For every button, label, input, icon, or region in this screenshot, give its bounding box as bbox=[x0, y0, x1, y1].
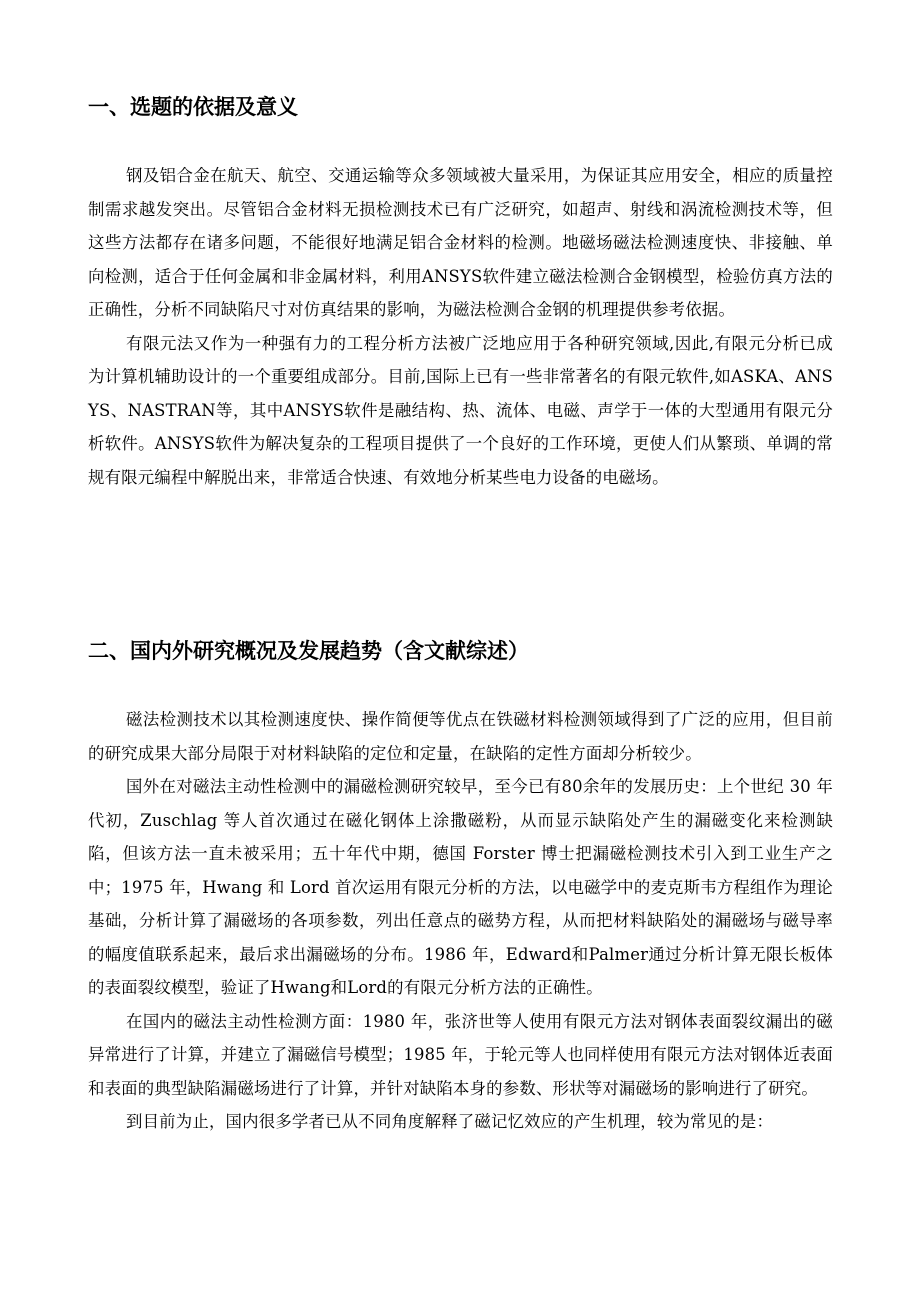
section-2-paragraph-1: 磁法检测技术以其检测速度快、操作简便等优点在铁磁材料检测领域得到了广泛的应用，但目前的研究成果大部分局限于对材料缺陷的定位和定量，在缺陷的定性方面却分析较少。 bbox=[88, 710, 833, 763]
section-1-body bbox=[88, 159, 833, 494]
section-2-paragraph-4: 到目前为止，国内很多学者已从不同角度解释了磁记忆效应的产生机理，较为常见的是： bbox=[126, 1112, 774, 1131]
section-1-paragraph-1: 钢及铝合金在航天、航空、交通运输等众多领域被大量采用，为保证其应用安全，相应的质量控制需求越发突出。尽管铝合金材料无损检测技术已有广泛研究，如超声、射线和涡流检测技术等，但这些方法都存在诸多问题，不能很好地满足铝合金材料的检测。地磁场磁法检测速度快、非接触、单向检测，适合于任何金属和非金属材料，利用ANSYS软件建立磁法检测合金钢模型，检验仿真方法的正确性，分析不同缺陷尺寸对仿真结果的影响，为磁法检测合金钢的机理提供参考依据。 bbox=[88, 166, 833, 319]
section-2-heading: 二、国内外研究概况及发展趋势（含文献综述） bbox=[88, 639, 529, 663]
section-1-paragraph-2: 有限元法又作为一种强有力的工程分析方法被广泛地应用于各种研究领域,因此,有限元分析已成为计算机辅助设计的一个重要组成部分。目前,国际上已有一些非常著名的有限元软件,如ASKA、ANSYS、NASTRAN等，其中ANSYS软件是融结构、热、流体、电磁、声学于一体的大型通用有限元分析软件。ANSYS软件为解决复杂的工程项目提供了一个良好的工作环境，更使人们从繁琐、单调的常规有限元编程中解脱出来，非常适合快速、有效地分析某些电力设备的电磁场。 bbox=[88, 333, 833, 487]
section-1-heading: 一、选题的依据及意义 bbox=[88, 95, 298, 119]
section-2-body bbox=[88, 703, 833, 1139]
section-2-paragraph-2: 国外在对磁法主动性检测中的漏磁检测研究较早，至今已有80余年的发展历史：上个世纪 30 年代初，Zuschlag 等人首次通过在磁化钢体上涂撒磁粉，从而显示缺陷处产生的漏磁变化来检测缺陷，但该方法一直未被采用；五十年代中期，德国 Forster 博士把漏磁检测技术引入到工业生产之中；1975 年，Hwang 和 Lord 首次运用有限元分析的方法，以电磁学中的麦克斯韦方程组作为理论基础，分析计算了漏磁场的各项参数，列出任意点的磁势方程，从而把材料缺陷处的漏磁场与磁导率的幅度值联系起来，最后求出漏磁场的分布。1986 年，Edward和Palmer通过分析计算无限长板体的表面裂纹模型，验证了Hwang和Lord的有限元分析方法的正确性。 bbox=[88, 777, 833, 997]
section-2-paragraph-3: 在国内的磁法主动性检测方面：1980 年，张济世等人使用有限元方法对钢体表面裂纹漏出的磁异常进行了计算，并建立了漏磁信号模型；1985 年，于轮元等人也同样使用有限元方法对钢体近表面和表面的典型缺陷漏磁场进行了计算，并针对缺陷本身的参数、形状等对漏磁场的影响进行了研究。 bbox=[88, 1011, 833, 1098]
